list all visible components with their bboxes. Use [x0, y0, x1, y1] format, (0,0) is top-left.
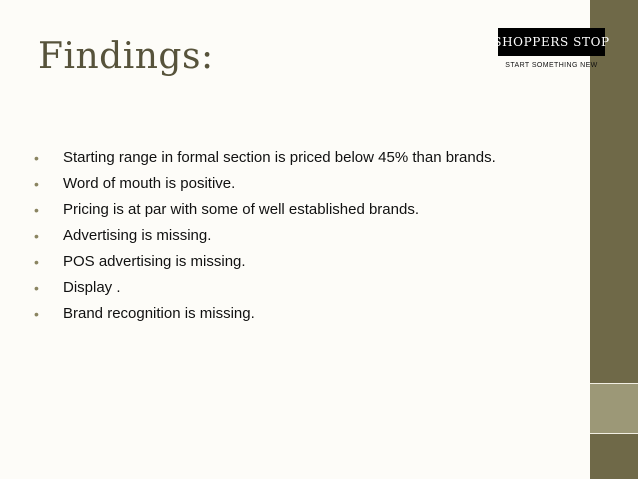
list-item — [34, 174, 544, 194]
bullet-icon: • — [34, 176, 39, 192]
logo-name: SHOPPERS STOP — [493, 35, 610, 49]
bullet-text: POS advertising is missing. — [63, 253, 246, 270]
band-divider — [590, 383, 638, 384]
bullet-text: Pricing is at par with some of well established brands. — [63, 201, 420, 218]
list-item — [34, 148, 544, 168]
bullet-icon: • — [34, 280, 39, 296]
logo-box — [493, 28, 610, 56]
bullet-text: Brand recognition is missing. — [63, 305, 255, 322]
shoppers-stop-logo — [493, 28, 610, 69]
bullet-icon: • — [34, 150, 39, 166]
bullet-icon: • — [34, 228, 39, 244]
right-accent-band-light-block — [590, 384, 638, 433]
bullet-text: Word of mouth is positive. — [63, 175, 236, 192]
list-item — [34, 278, 544, 298]
bullet-text: Starting range in formal section is priced below 45% than brands. — [63, 149, 496, 166]
list-item — [34, 304, 544, 324]
bullet-icon: • — [34, 306, 39, 322]
band-divider — [590, 433, 638, 434]
bullet-text: Display . — [63, 279, 121, 296]
bullet-text: Advertising is missing. — [63, 227, 212, 244]
bullet-icon: • — [34, 202, 39, 218]
bullet-icon: • — [34, 254, 39, 270]
findings-list — [34, 148, 544, 330]
logo-tagline: START SOMETHING NEW — [505, 62, 598, 69]
slide-title: Findings: — [38, 36, 214, 77]
list-item — [34, 226, 544, 246]
list-item — [34, 252, 544, 272]
list-item — [34, 200, 544, 220]
